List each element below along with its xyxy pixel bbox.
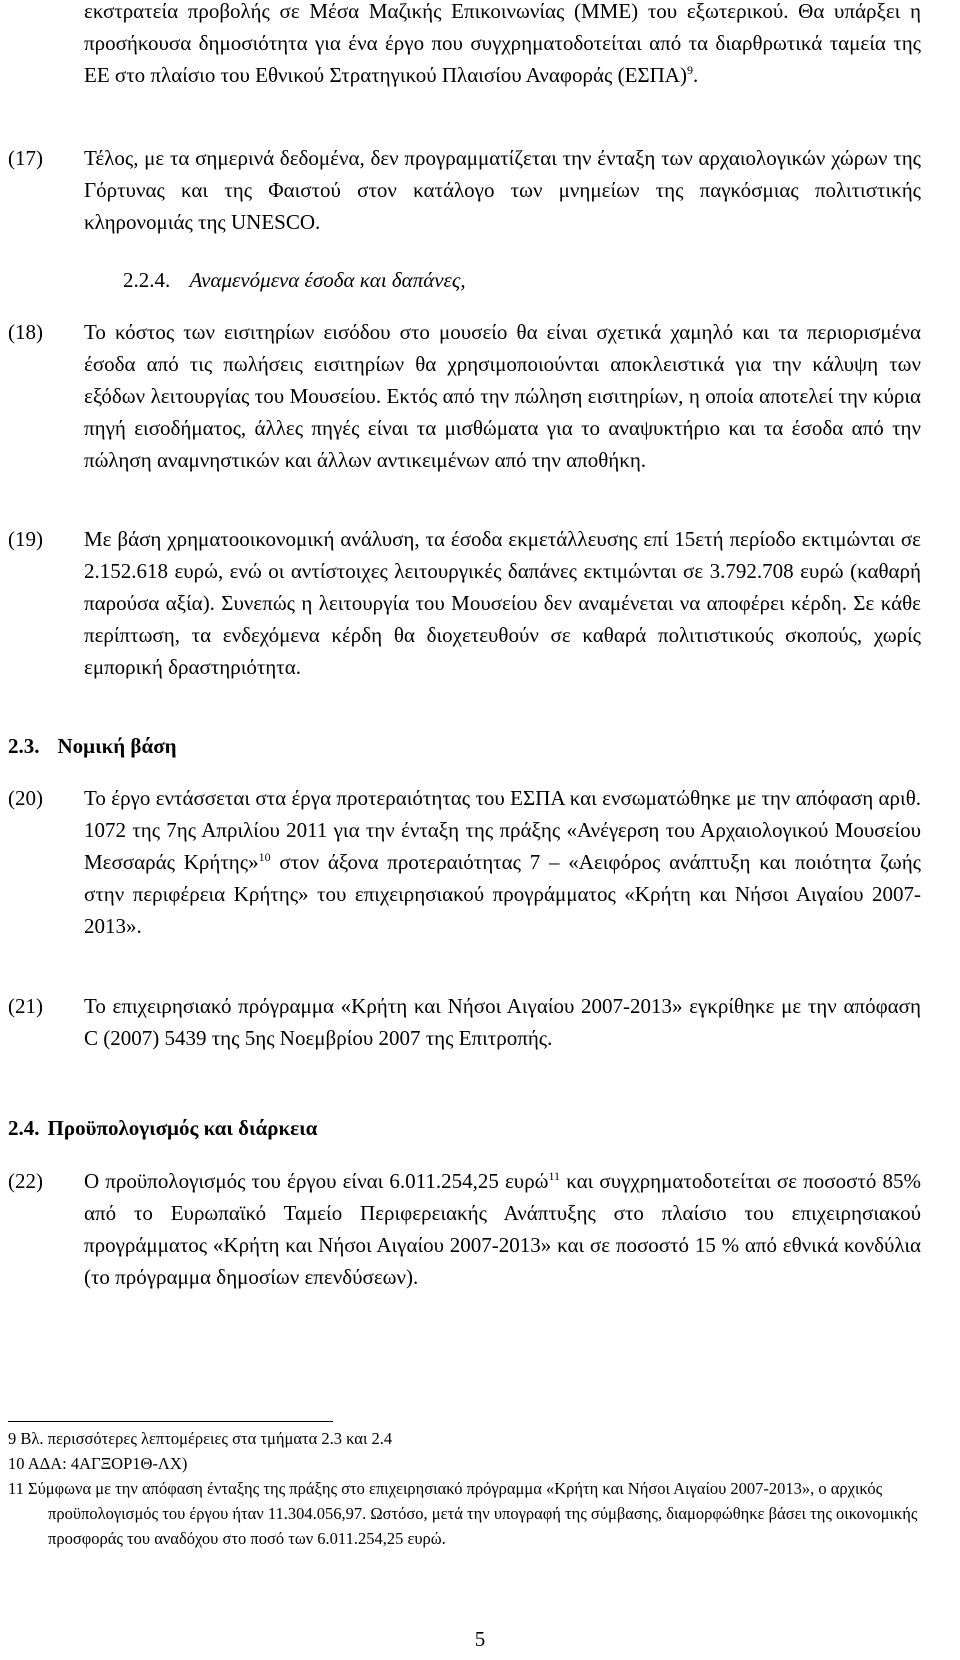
footnote-ref-9[interactable]: 9 — [686, 63, 693, 77]
paragraph-20-text-before: Το έργο εντάσσεται στα έργα προτεραιότητας του ΕΣΠΑ και ενσωματώθηκε με την απόφαση αριθ. 1072 της 7ης Απριλίου 2011 για την ένταξη της πράξης «Ανέγερση του Αρχαιολογικού Μουσείου Μεσσαράς Κρήτης» — [84, 786, 921, 874]
section-number: 2.3. — [8, 734, 40, 758]
paragraph-number-20: (20) — [8, 786, 43, 810]
footnote-11: 11 Σύμφωνα με την απόφαση ένταξης της πράξης στο επιχειρησιακό πρόγραμμα «Κρήτη και Νήσοι Αιγαίου 2007-2013», ο αρχικός προϋπολογισμός του έργου ήταν 11.304.056,97. Ωστόσο, μετά την υπογραφή της σύμβασης, διαμορφώθηκε βάσει της οικονομικής προσφοράς του αναδόχου στο ποσό των 6.011.254,25 ευρώ. — [8, 1479, 918, 1548]
paragraph-number-21: (21) — [8, 994, 43, 1018]
paragraph-21: Το επιχειρησιακό πρόγραμμα «Κρήτη και Νήσοι Αιγαίου 2007-2013» εγκρίθηκε με την απόφαση C (2007) 5439 της 5ης Νοεμβρίου 2007 της Επιτροπής. — [84, 994, 921, 1050]
paragraph-17: Τέλος, με τα σημερινά δεδομένα, δεν προγραμματίζεται την ένταξη των αρχαιολογικών χώρων της Γόρτυνας και της Φαιστού στον κατάλογο των μνημείων της παγκόσμιας πολιτιστικής κληρονομιάς της UNESCO. — [84, 146, 921, 234]
subsection-2-2-4 — [123, 264, 466, 296]
subsection-number: 2.2.4. — [123, 268, 171, 292]
intro-paragraph — [84, 0, 921, 91]
footnote-separator — [8, 1421, 333, 1422]
intro-tail: . — [692, 63, 699, 87]
paragraph-22-text-after: και συγχρηματοδοτείται σε ποσοστό 85% από το Ευρωπαϊκό Ταμείο Περιφερειακής Ανάπτυξης στο πλαίσιο του επιχειρησιακού προγράμματος «Κρήτη και Νήσοι Αιγαίου 2007-2013» και σε ποσοστό 15 % από εθνικά κονδύλια (το πρόγραμμα δημοσίων επενδύσεων). — [84, 1169, 921, 1289]
intro-text: εκστρατεία προβολής σε Μέσα Μαζικής Επικοινωνίας (ΜΜΕ) του εξωτερικού. Θα υπάρξει η προσήκουσα δημοσιότητα για ένα έργο που συγχρηματοδοτείται από τα διαρθρωτικά ταμεία της ΕΕ στο πλαίσιο του Εθνικού Στρατηγικού Πλαισίου Αναφοράς (ΕΣΠΑ) — [84, 0, 921, 87]
paragraph-20 — [84, 782, 921, 942]
paragraph-number-17: (17) — [8, 146, 43, 170]
footnote-9: 9 Βλ. περισσότερες λεπτομέρειες στα τμήματα 2.3 και 2.4 — [8, 1429, 393, 1448]
paragraph-19: Με βάση χρηματοοικονομική ανάλυση, τα έσοδα εκμετάλλευσης επί 15ετή περίοδο εκτιμώνται σε 2.152.618 ευρώ, ενώ οι αντίστοιχες λειτουργικές δαπάνες εκτιμώνται σε 3.792.708 ευρώ (καθαρή παρούσα αξία). Συνεπώς η λειτουργία του Μουσείου δεν αναμένεται να αποφέρει κέρδη. Σε κάθε περίπτωση, τα ενδεχόμενα κέρδη θα διοχετευθούν σε καθαρά πολιτιστικούς σκοπούς, χωρίς εμπορική δραστηριότητα. — [84, 527, 921, 679]
page-number: 5 — [474, 1627, 486, 1651]
section-heading-2-3 — [8, 730, 177, 762]
paragraph-number-18: (18) — [8, 320, 43, 344]
paragraph-20-text-after: στον άξονα προτεραιότητας 7 – «Αειφόρος ανάπτυξη και ποιότητα ζωής στην περιφέρεια Κρήτης» του επιχειρησιακού προγράμματος «Κρήτη και Νήσοι Αιγαίου 2007-2013». — [84, 850, 922, 938]
paragraph-number-19: (19) — [8, 527, 43, 551]
paragraph-22 — [84, 1165, 921, 1293]
paragraph-22-text-before: Ο προϋπολογισμός του έργου είναι 6.011.254,25 ευρώ — [84, 1169, 549, 1193]
paragraph-number-22: (22) — [8, 1169, 43, 1193]
section-heading-2-4 — [8, 1112, 317, 1144]
section-number: 2.4. — [8, 1116, 40, 1140]
footnote-ref-10[interactable]: 10 — [258, 850, 271, 864]
section-title: Προϋπολογισμός και διάρκεια — [47, 1116, 318, 1140]
paragraph-18: Το κόστος των εισιτηρίων εισόδου στο μουσείο θα είναι σχετικά χαμηλό και τα περιορισμένα έσοδα από τις πωλήσεις εισιτηρίων θα χρησιμοποιούνται αποκλειστικά για την κάλυψη των εξόδων λειτουργίας του Μουσείου. Εκτός από την πώληση εισιτηρίων, η οποία αποτελεί την κύρια πηγή εισοδήματος, άλλες πηγές είναι τα μισθώματα για το αναψυκτήριο και τα έσοδα από την πώληση αναμνηστικών και άλλων αντικειμένων από την αποθήκη. — [84, 320, 921, 472]
footnote-ref-11[interactable]: 11 — [548, 1169, 561, 1183]
subsection-title: Αναμενόμενα έσοδα και δαπάνες, — [189, 268, 466, 292]
footnote-10: 10 ΑΔΑ: 4ΑΓΞΟΡ1Θ-ΛΧ) — [8, 1454, 188, 1473]
section-title: Νομική βάση — [57, 734, 177, 758]
